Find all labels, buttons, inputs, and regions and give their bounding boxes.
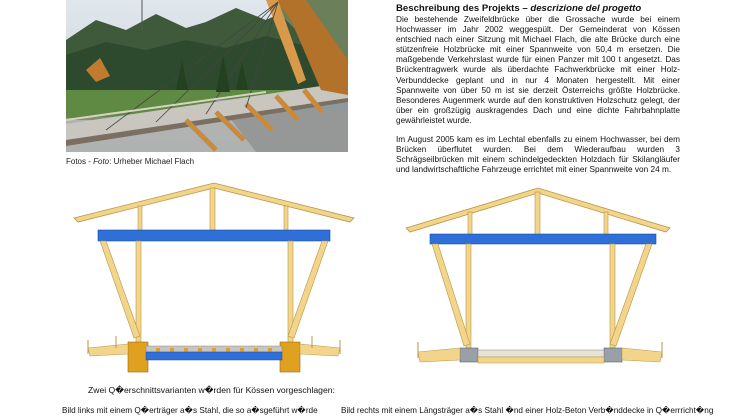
cross-section-right (404, 178, 672, 378)
paragraph-2: Im August 2005 kam es im Lechtal ebenfalls zu einem Hochwasser, bei dem Brücken überflutet wurden. Bei dem Wiederaufbau wurden 3 Schrägseilbrücken mit einem schindelgedeckten Holzdach für Skilangläufer und landwirtschaftliche Fahrzeuge errichtet mit einer Spannweite von 24 m. (396, 135, 680, 175)
section-heading (396, 3, 680, 14)
cross-section-left (66, 178, 362, 378)
photo-credit-prefix: Fotos - (66, 157, 94, 166)
cross-section-right-drawing (404, 178, 672, 378)
paragraph-1: Die bestehende Zweifeldbrücke über die Grossache wurde bei einem Hochwasser im Jahr 2002 weggespült. Der Gemeinderat von Kössen entschied nach einer Sitzung mit Michael Flach, die alte Brücke durch eine stützenfreie Holzbrücke mit einer Spannweite von 50,4 m ersetzen. Die maßgebende Verkehrslast wurde für einen Panzer mit 100 t angesetzt. Das Brückentragwerk wurde als überdachte Fachwerkbrücke mit einer Holz-Verbunddecke geplant und in nur 4 Monaten hergestellt. Mit einer Spannweite von über 50 m ist sie derzeit Österreichs größte Holzbrücke. Besonderes Augenmerk wurde auf den konstruktiven Holzschutz gelegt, der über ein großzügig auskragendes Dach und eine dichte Fahrbahnplatte gewährleistet wurde. (396, 15, 680, 125)
photo-credit-italic: Foto (93, 157, 110, 166)
cross-section-left-drawing (66, 178, 362, 378)
heading-italic: descrizione del progetto (530, 3, 642, 14)
heading-main: Beschreibung des Projekts – (396, 3, 531, 14)
photo-credit-rest: : Urheber Michael Flach (109, 157, 195, 166)
project-description (396, 3, 680, 175)
drawings-caption-title: Zwei Q�erschnittsvarianten w�rden für Kössen vorgeschlagen: (88, 385, 335, 395)
photo-credit (66, 157, 194, 166)
left-drawing-caption: Bild links mit einem Q�erträger a�s Stahl, die so a�sgeführt w�rde (62, 406, 318, 415)
right-drawing-caption: Bild rechts mit einem Längsträger a�s Stahl �nd einer Holz-Beton Verb�nddecke in Q�errricht�ng (341, 406, 714, 415)
bridge-photo-image (66, 0, 348, 152)
bridge-photo (66, 0, 348, 152)
